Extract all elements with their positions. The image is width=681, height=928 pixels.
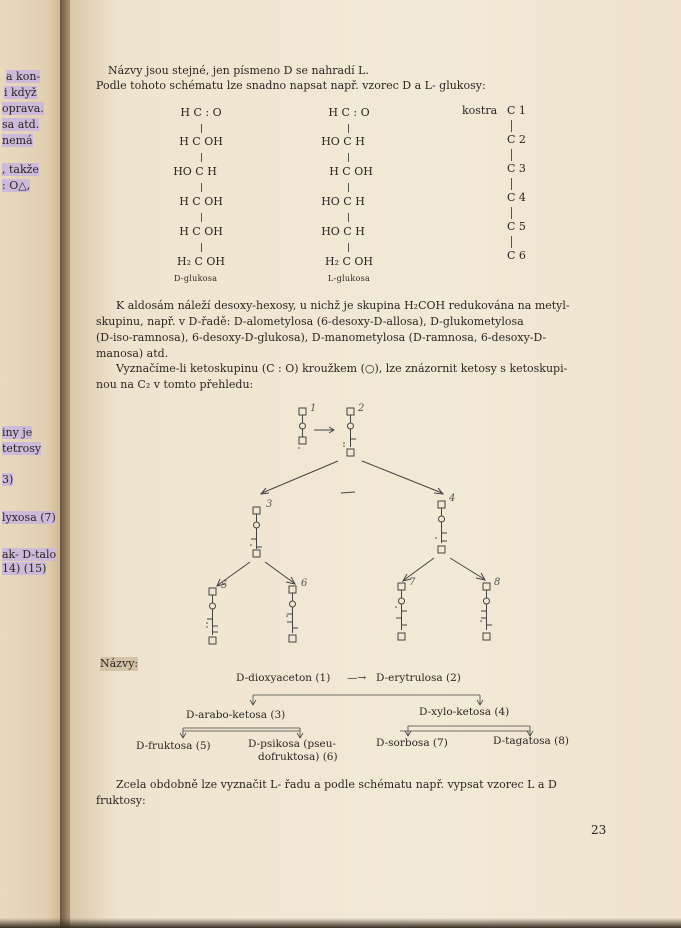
paragraph-line: Vyznačíme-li ketoskupinu (C : O) kroužkem (○), lze znázornit ketosy s ketoskupi- [116,362,568,375]
structure-number: 3 [266,499,273,510]
tree-node-6-line1: D-psikosa (pseu- [248,738,337,750]
skeleton-carbon: C 2 [507,133,526,146]
formula-row: HO C H [321,135,365,148]
left-page-line: tetrosy [2,442,42,455]
tree-node-2: D-erytrulosa (2) [376,672,461,684]
tree-node-4: D-xylo-ketosa (4) [419,706,510,718]
aldehyde-box [299,408,306,415]
left-page-line: sa atd. [2,118,40,131]
structure-number: 7 [409,577,416,588]
skeleton-carbon: C 5 [507,220,526,233]
formula-row: H C OH [179,225,223,238]
page-number: 23 [591,823,607,837]
structure-number: 1 [310,403,317,414]
formula-row: H C OH [329,165,373,178]
left-page-line: : O△, [2,179,31,192]
formula-row: H C OH [179,195,223,208]
tree-node-8: D-tagatosa (8) [493,735,570,747]
formula-row: H C : O [328,106,370,119]
tree-node-1: D-dioxyaceton (1) [236,672,331,684]
left-page-line: a kon- [6,70,41,83]
bond-line [511,236,512,248]
formula-row: H C OH [179,135,223,148]
formula-row: H₂ C OH [176,255,226,268]
bond-line [348,153,349,162]
skeleton-carbon: C 3 [507,162,526,175]
formula-row: HO C H [321,195,365,208]
left-page-line: lyxosa (7) [2,511,56,524]
intro-line: Názvy jsou stejné, jen písmeno D se nahradí L. [108,64,369,77]
l-glucose-caption: L-glukosa [328,274,371,283]
paragraph-line: (D-iso-ramnosa), 6-desoxy-D-glukosa), D-manometylosa (D-ramnosa, 6-desoxy-D- [96,331,547,344]
paragraph-line: nou na C₂ v tomto přehledu: [96,378,254,391]
closing-line: fruktosy: [96,794,146,807]
bond-line [201,243,202,252]
bond-line [201,153,202,162]
tree-node-6-line2: dofruktosa) (6) [258,751,338,763]
formula-row: HO C H [321,225,365,238]
names-heading: Názvy: [100,657,139,670]
skeleton-carbon: C 6 [507,249,526,262]
left-page-line: ak- D-talo [2,548,57,561]
intro-line: Podle tohoto schématu lze snadno napsat např. vzorec D a L- glukosy: [96,79,486,92]
left-page-line: oprava. [2,102,44,115]
structure-number: 6 [301,578,308,589]
bond-line [201,213,202,222]
left-page [0,0,66,928]
bond-line [511,178,512,190]
ketose-tree-diagram [70,395,681,665]
structure-number: 4 [449,493,456,504]
bond-line [348,124,349,133]
bond-line [511,120,512,132]
tree-node-3: D-arabo-ketosa (3) [186,709,286,721]
book-page [70,0,681,928]
left-page-line: iny je [2,426,33,439]
paragraph-line: skupinu, např. v D-řadě: D-alometylosa (6-desoxy-D-allosa), D-glukometylosa [96,315,524,328]
closing-line: Zcela obdobně lze vyznačit L- řadu a podle schématu např. vypsat vzorec L a D [116,778,557,791]
tree-arrow: —→ [347,672,367,684]
paragraph-line: manosa) atd. [96,347,169,360]
tree-node-7: D-sorbosa (7) [376,737,448,749]
left-page-line: 3) [2,473,14,486]
left-page-line: , takže [2,163,39,176]
bond-line [348,243,349,252]
left-page-line: 14) (15) [2,562,47,575]
formula-row: HO C H [173,165,217,178]
skeleton-label: kostra [462,104,498,117]
skeleton-carbon: C 4 [507,191,526,204]
bond-line [201,183,202,192]
d-glucose-caption: D-glukosa [174,274,218,283]
structure-number: 2 [358,403,365,414]
structure-number: 5 [221,580,228,591]
left-page-line: i když [4,86,37,99]
skeleton-carbon: C 1 [507,104,526,117]
formula-row: H₂ C OH [324,255,374,268]
bond-line [511,149,512,161]
bond-line [201,124,202,133]
tree-node-5: D-fruktosa (5) [136,740,211,752]
bond-line [511,207,512,219]
page-edge-shadow [0,918,681,928]
formula-row: H C : O [180,106,222,119]
paragraph-line: K aldosám náleží desoxy-hexosy, u nichž je skupina H₂COH redukována na metyl- [116,299,570,312]
bond-line [348,213,349,222]
keto-circle [300,423,306,429]
bond-line [348,183,349,192]
structure-number: 8 [494,577,501,588]
left-page-line: nemá [2,134,33,147]
